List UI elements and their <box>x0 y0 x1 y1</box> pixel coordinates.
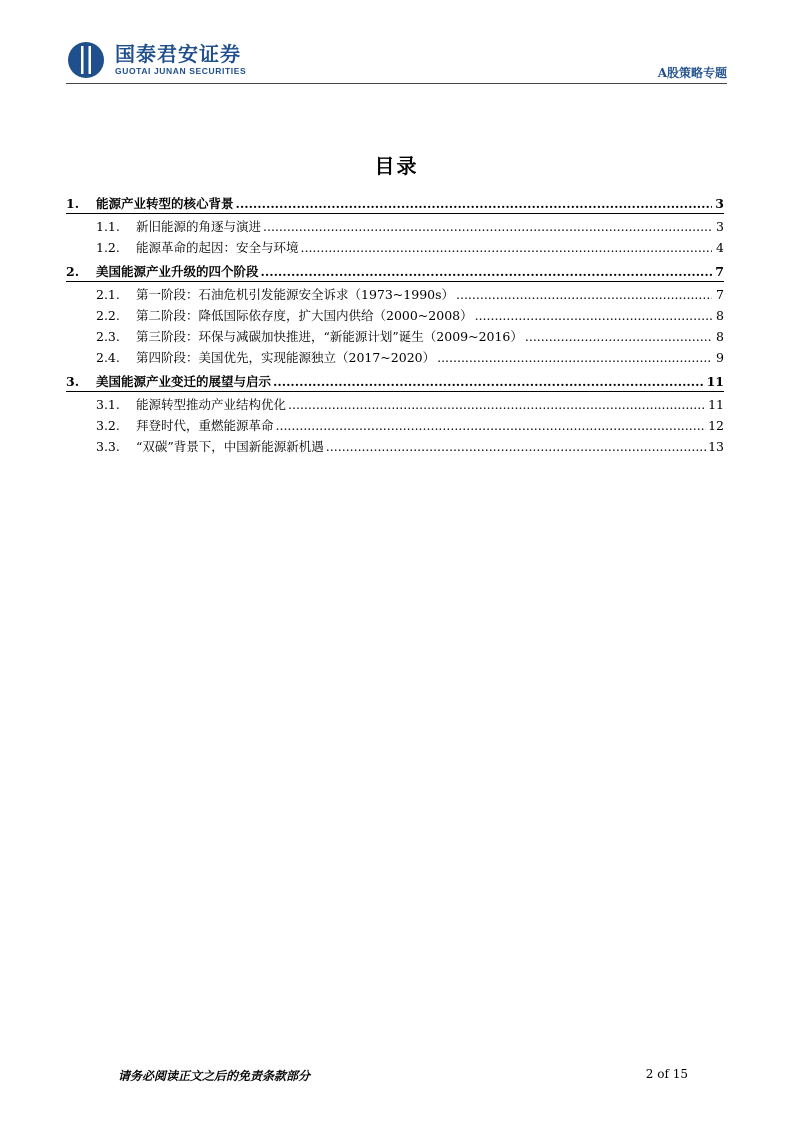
toc-section-title: 美国能源产业变迁的展望与启示 <box>96 374 272 389</box>
toc-subsection-page: 11 <box>708 397 724 412</box>
toc-subsection-page: 8 <box>716 329 724 344</box>
toc-subsection-row[interactable] <box>66 282 724 303</box>
toc-subsection-row[interactable] <box>66 345 724 366</box>
toc-subsection-row[interactable] <box>66 324 724 345</box>
toc-subsection-title: 拜登时代，重燃能源革命 <box>136 418 274 433</box>
toc-subsection-number: 3.3. <box>96 439 120 454</box>
logo-english-name: GUOTAI JUNAN SECURITIES <box>115 66 247 76</box>
toc-subsection-row[interactable] <box>66 235 724 256</box>
toc-subsection-number: 2.3. <box>96 329 120 344</box>
toc-subsection-page: 9 <box>716 350 724 365</box>
header-divider <box>66 83 727 84</box>
toc-subsection-title: 第一阶段：石油危机引发能源安全诉求（1973~1990s） <box>136 287 455 302</box>
page-footer <box>118 1067 688 1087</box>
toc-leader-dots <box>263 219 712 235</box>
toc-subsection-page: 4 <box>716 240 724 255</box>
toc-subsection-row[interactable] <box>66 392 724 413</box>
logo-icon <box>66 40 106 80</box>
page-number: 2 of 15 <box>645 1067 688 1081</box>
toc-subsection-title: 能源转型推动产业结构优化 <box>136 397 287 412</box>
toc-subsection-title: 新旧能源的角逐与演进 <box>136 219 262 234</box>
toc-section-row[interactable] <box>66 188 724 212</box>
toc-leader-dots <box>261 264 712 280</box>
toc-section-row[interactable] <box>66 256 724 280</box>
toc-leader-dots <box>456 287 712 303</box>
toc-subsection-title: 第三阶段：环保与减碳加快推进，“新能源计划”诞生（2009~2016） <box>136 329 523 344</box>
toc-section-title: 能源产业转型的核心背景 <box>96 196 234 211</box>
toc-subsection-title: 第四阶段：美国优先，实现能源独立（2017~2020） <box>136 350 436 365</box>
toc-subsection-number: 2.2. <box>96 308 120 323</box>
toc-subsection-number: 1.2. <box>96 240 120 255</box>
toc-subsection-page: 7 <box>716 287 724 302</box>
toc-title: 目录 <box>374 154 419 178</box>
toc-section-page: 11 <box>706 374 724 389</box>
toc-subsection-title: 第二阶段：降低国际依存度，扩大国内供给（2000~2008） <box>136 308 473 323</box>
toc-section-page: 7 <box>715 264 724 279</box>
toc-subsection-page: 8 <box>716 308 724 323</box>
toc-section-number: 1. <box>66 196 80 211</box>
toc-leader-dots <box>301 240 712 256</box>
report-type-label: A股策略专题 <box>657 66 727 80</box>
toc-subsection-row[interactable] <box>66 303 724 324</box>
toc-subsection-number: 3.2. <box>96 418 120 433</box>
toc-subsection-title: 能源革命的起因：安全与环境 <box>136 240 299 255</box>
toc-subsection-page: 12 <box>708 418 724 433</box>
company-logo <box>66 40 246 80</box>
toc-leader-dots <box>236 196 712 212</box>
toc-leader-dots <box>276 418 707 434</box>
logo-chinese-name: 国泰君安证券 <box>115 42 241 66</box>
toc-subsection-row[interactable] <box>66 413 724 434</box>
toc-section-number: 3. <box>66 374 80 389</box>
toc-subsection-number: 1.1. <box>96 219 120 234</box>
toc-section-title: 美国能源产业升级的四个阶段 <box>96 264 259 279</box>
toc-section-number: 2. <box>66 264 80 279</box>
toc-section-page: 3 <box>715 196 724 211</box>
toc-leader-dots <box>525 329 712 345</box>
toc-leader-dots <box>437 350 712 366</box>
toc-leader-dots <box>326 439 706 455</box>
toc-subsection-number: 2.4. <box>96 350 120 365</box>
toc-leader-dots <box>475 308 712 324</box>
toc-subsection-row[interactable] <box>66 434 724 455</box>
toc-subsection-page: 3 <box>716 219 724 234</box>
toc-leader-dots <box>288 397 706 413</box>
toc-subsection-number: 3.1. <box>96 397 120 412</box>
toc-section-row[interactable] <box>66 366 724 390</box>
page-header <box>66 40 727 84</box>
toc-subsection-page: 13 <box>708 439 724 454</box>
toc-leader-dots <box>273 374 705 390</box>
disclaimer-text: 请务必阅读正文之后的免责条款部分 <box>118 1069 311 1083</box>
toc-subsection-row[interactable] <box>66 214 724 235</box>
toc-subsection-title: “双碳”背景下，中国新能源新机遇 <box>136 439 324 454</box>
toc-subsection-number: 2.1. <box>96 287 120 302</box>
table-of-contents <box>66 188 724 455</box>
